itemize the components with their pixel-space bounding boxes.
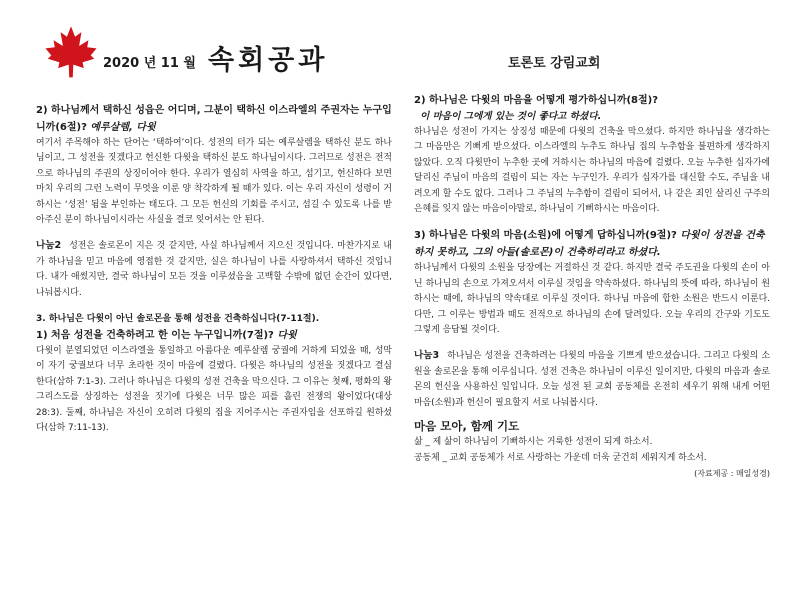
right-question-2-commentary: 하나님은 성전이 가지는 상징성 때문에 다윗의 건축을 막으셨다. 하지만 하나님을 생각하는 그 마음만은 기뻐게 받으셨다. 이스라엘의 누추도 하나님 집의 누추함을 불편하게 생각하지 않았다. 오직 다윗만이 누추한 곳에 거하시는 하나님의 마음에 걸렸다. 오늘 누추한 십자가에 달리신 주님이 마음의 걸림이 되는 자는 누구인가. 우리가 십자가를 대신할 수도, 주님을 내려오게 할 수도 없다. 그러나 그 주님의 누추함이 걸림이 되어서, 나 같은 죄인 살리신 구주의 은혜를 잊지 않는 마음이야말로, 하나님이 기뻐하시는 마음이다. — [414, 127, 770, 215]
church-name: 토론토 강림교회 — [508, 56, 601, 71]
sharing-2-label: 나눔2 — [36, 240, 62, 252]
issue-date: 2020 년 11 월 — [103, 56, 196, 71]
sharing-2-text: 성전은 솔로몬이 지은 것 같지만, 사실 하나님께서 지으신 것입니다. 마찬가지로 내가 하나님을 믿고 마음에 영접한 것 같지만, 실은 하나님이 나를 사랑하셔서 택하신 것입니다. 내가 애썼지만, 결국 하나님이 모든 것을 이루셨음을 고백할 수밖에 없던 순간이 있다면, 나눠봅시다. — [36, 241, 392, 298]
question-1-heading — [36, 327, 392, 344]
sharing-3 — [414, 348, 770, 411]
right-column — [414, 92, 770, 481]
question-2-commentary: 여기서 주목해야 하는 단어는 ‘택하여’이다. 성전의 터가 되는 예루살렘을 택하신 분도 하나님이고, 그 성전을 짓겠다고 헌신한 다윗을 택하신 분도 하나님이시다. 그러므로 성전은 전적으로 하나님의 주권의 상징이어야 한다. 우리가 열심히 사역을 하고, 섬기고, 헌신하다 보면 마치 우리의 그런 노력이 무엇을 이룬 양 착각하게 될 때가 있다. 이는 우리 자신이 성령이 거하시는 ‘성전’ 됨을 부인하는 태도다. 그 모든 헌신의 기회를 주시고, 섬길 수 있도록 나를 받아주신 분이 하나님이시라는 사실을 결코 잊어서는 안 된다. — [36, 138, 392, 226]
question-2-heading — [36, 102, 392, 136]
page-title: 속회공과 — [208, 45, 329, 76]
sharing-3-label: 나눔3 — [414, 350, 440, 362]
question-2-text: 2) 하나님께서 택하신 성읍은 어디며, 그분이 택하신 이스라엘의 주권자는 누구입니까(6절)? — [36, 105, 392, 133]
maple-leaf-icon — [42, 24, 100, 82]
sharing-3-text: 하나님은 성전을 건축하려는 다윗의 마음을 기쁘게 받으셨습니다. 그리고 다윗의 소원을 솔로몬을 통해 이루십니다. 성전 건축은 하나님이 이루신 일이지만, 다윗의 마음과 솔로몬의 헌신을 사용하신 일입니다. 오늘 성전 된 교회 공동체를 온전히 세우기 위해 내게 어떤 마음(소원)과 헌신이 필요할지 서로 나눠봅시다. — [414, 351, 770, 408]
question-2-answer: 예루살렘, 다윗 — [90, 122, 156, 133]
question-1-commentary: 다윗이 분열되었던 이스라엘을 통일하고 아름다운 예루살렘 궁궐에 거하게 되었을 때, 성막이 자기 궁궐보다 너무 초라한 것이 마음에 걸렸다. 다윗은 하나님의 성전을 짓겠다고 결심 한다(삼하 7:1-3). 그러나 하나님은 다윗의 성전 건축을 막으신다. 그 이유는 첫째, 평화의 왕 그리스도를 상징하는 성전을 짓기에 다윗은 너무 많은 피를 흘린 전쟁의 왕이었다(대상 28:3). 둘째, 하나님은 자신이 오히려 다윗의 집을 지어주시는 주권자임을 선포하길 원하셨다(삼하 7:11-13). — [36, 346, 392, 434]
sharing-2 — [36, 238, 392, 301]
question-1-answer: 다윗 — [277, 330, 297, 342]
left-column — [36, 102, 392, 437]
section-3-heading: 3. 하나님은 다윗이 아닌 솔로몬을 통해 성전을 건축하십니다(7-11절). — [36, 314, 320, 325]
question-3-commentary: 하나님께서 다윗의 소원을 당장에는 거절하신 것 같다. 하지만 결국 주도권을 다윗의 손이 아닌 하나님의 손으로 가져오셔서 이루실 것임을 약속하셨다. 하나님의 뜻에 따라, 하나님이 원하시는 때에, 하나님의 약속대로 이루실 것이다. 하나님 마음에 합한 소원은 반드시 이룬다. 다만, 그 이루는 방법과 때도 전적으로 하나님의 손에 달려있다. 오늘 우리의 간구와 기도도 그렇게 응답될 것이다. — [414, 263, 770, 336]
question-1-text: 1) 처음 성전을 건축하려고 한 이는 누구입니까(7절)? — [36, 330, 274, 342]
question-3-answer: 다윗이 성전을 건축하지 못하고, 그의 아들(솔로몬)이 건축하리라고 하셨다. — [414, 230, 765, 259]
question-3-text: 3) 하나님은 다윗의 마음(소원)에 어떻게 답하십니까(9절)? — [414, 230, 677, 242]
prayer-community: 공동체 _ 교회 공동체가 서로 사랑하는 가운데 더욱 굳건히 세워지게 하소서. — [414, 452, 707, 463]
prayer-heading: 마음 모아, 함께 기도 — [414, 419, 520, 434]
source-credit: (자료제공 : 매일성경) — [694, 468, 770, 478]
question-3-heading — [414, 227, 770, 261]
prayer-life: 삶 _ 제 삶이 하나님이 기뻐하시는 거룩한 성전이 되게 하소서. — [414, 437, 653, 448]
right-question-2-heading: 2) 하나님은 다윗의 마음을 어떻게 평가하십니까(8절)? — [414, 95, 659, 106]
right-question-2-answer: 이 마음이 그에게 있는 것이 좋다고 하셨다. — [420, 111, 602, 122]
